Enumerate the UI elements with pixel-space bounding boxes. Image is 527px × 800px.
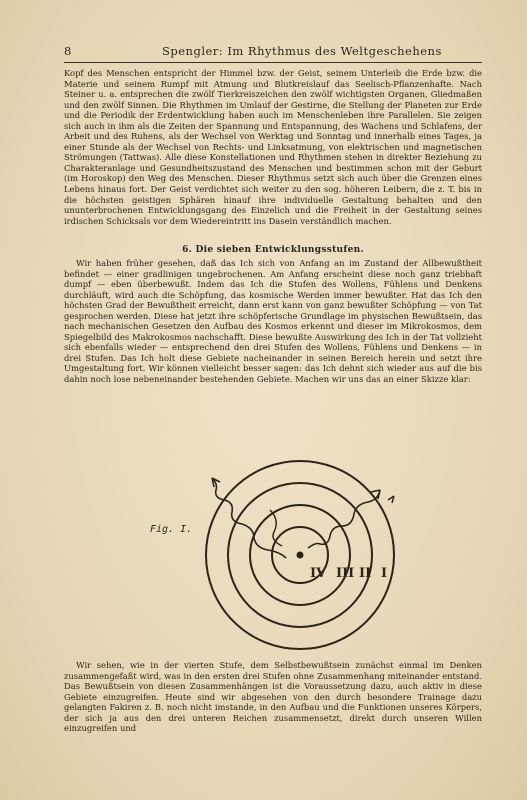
body-text-bottom [64,660,482,734]
running-title: Spengler: Im Rhythmus des Weltgeschehens [162,44,442,58]
paragraph-1: Kopf des Menschen entspricht der Himmel bzw. der Geist, seinem Unterleib die Erde bzw. die Materie und seinem Rumpf mit Atmung und Blutkreislauf das Seelisch-Pflanzenhafte. Nach Steiner u. a. entsprechen die zwölf Tierkreiszeichen den zwölf wichtigsten Organen, Gliedmaßen und den zwölf Sinnen. Die Rhythmen im Umlauf der Gestirne, die Stellung der Planeten zur Erde und die Periodik der Erdentwicklung haben auch im Menschenleben ihre Parallelen. Sie zeigen sich auch in ihm als die Zeiten der Spannung und Entspannung, des Wachens und Schlafens, der Arbeit und des Ruhens, als der Wechsel von Werktag und Sonntag und innerhalb eines Tages, ja einer Stunde als der Wechsel von Rechts- und Linksatmung, von elektrischen und magnetischen Strömungen (Tattwas). Alle diese Konstellationen und Rhythmen stehen in direkter Beziehung zu Charakteranlage und Gesundheitszustand des Menschen und bestimmen schon mit der Geburt (im Horoskop) den Weg des Menschen. Dieser Rhythmus setzt sich auch über die Grenzen eines Lebens hinaus fort. Der Geist verdichtet sich weiter zu den sog. höheren Leibern, die z. T. bis in die höchsten geistigen Sphären hinauf ihre individuelle Gestaltung behalten und den ununterbrochenen Entwicklungsgang des Einzelich und die Freiheit in der Gestaltung seines irdischen Schicksals vor dem Wiedereintritt ins Dasein verständlich machen. [64,68,482,226]
page-header [64,44,482,60]
roman-numeral-4: IV [310,566,327,581]
concentric-circles-figure [150,460,470,655]
roman-numeral-2: II [359,566,372,581]
figure-label: Fig. I. [150,524,193,535]
roman-numeral-1: I [381,566,388,581]
roman-numeral-3: III [336,566,355,581]
header-rule [64,62,482,63]
arrow-outer-right [388,496,394,503]
body-text-middle [64,258,482,385]
page-number: 8 [64,44,72,58]
section-heading: 6. Die sieben Entwicklungsstufen. [182,245,364,255]
body-text-top [64,68,482,226]
paragraph-2: Wir haben früher gesehen, daß das Ich sich von Anfang an im Zustand der Allbewußtheit befindet — einer gradlinigen ungebrochenen. Am Anfang erscheint diese noch ganz triebhaft dumpf — eben überbewußt. Indem das Ich die Stufen des Wollens, Fühlens und Denkens durchläuft, wird auch die Schöpfung, das kosmische Werden immer bewußter. Hat das Ich den höchsten Grad der Bewußtheit erreicht, dann erst kann von ganz bewußter Schöpfung — von Tat gesprochen werden. Diese hat jetzt ihre schöpferische Grundlage im physischen Bewußtsein, das nach mechanischen Gesetzen den Aufbau des Kosmos erkennt und dieser im Mikrokosmos, dem Spiegelbild des Makrokosmos nachschafft. Diese bewußte Auswirkung des Ich in der Tat vollzieht sich ebenfalls wieder — entsprechend den drei Stufen des Wollens, Fühlens und Denkens — in drei Stufen. Das Ich holt diese Gebiete nacheinander in seinen Bereich herein und setzt ihre Umgestaltung fort. Wir können vielleicht besser sagen: das Ich dehnt sich wieder aus auf die bis dahin noch lose nebeneinander bestehenden Gebiete. Machen wir uns das an einer Skizze klar: [64,258,482,385]
center-dot [297,552,304,559]
paragraph-3: Wir sehen, wie in der vierten Stufe, dem Selbstbewußtsein zunächst einmal im Denken zusammengefaßt wird, was in den ersten drei Stufen ohne Zusammenhang miteinander entstand. Das Bewußtsein von diesen Zusammenhängen ist die Voraussetzung dazu, auch aktiv in diese Gebiete einzugreifen. Heute sind wir abgesehen von den durch besondere Trainage dazu gelangten Fakiren z. B. noch nicht imstande, in den Aufbau und die Funktionen unseres Körpers, der sich ja aus den drei unteren Reichen zusammensetzt, direkt durch unseren Willen einzugreifen und [64,660,482,734]
